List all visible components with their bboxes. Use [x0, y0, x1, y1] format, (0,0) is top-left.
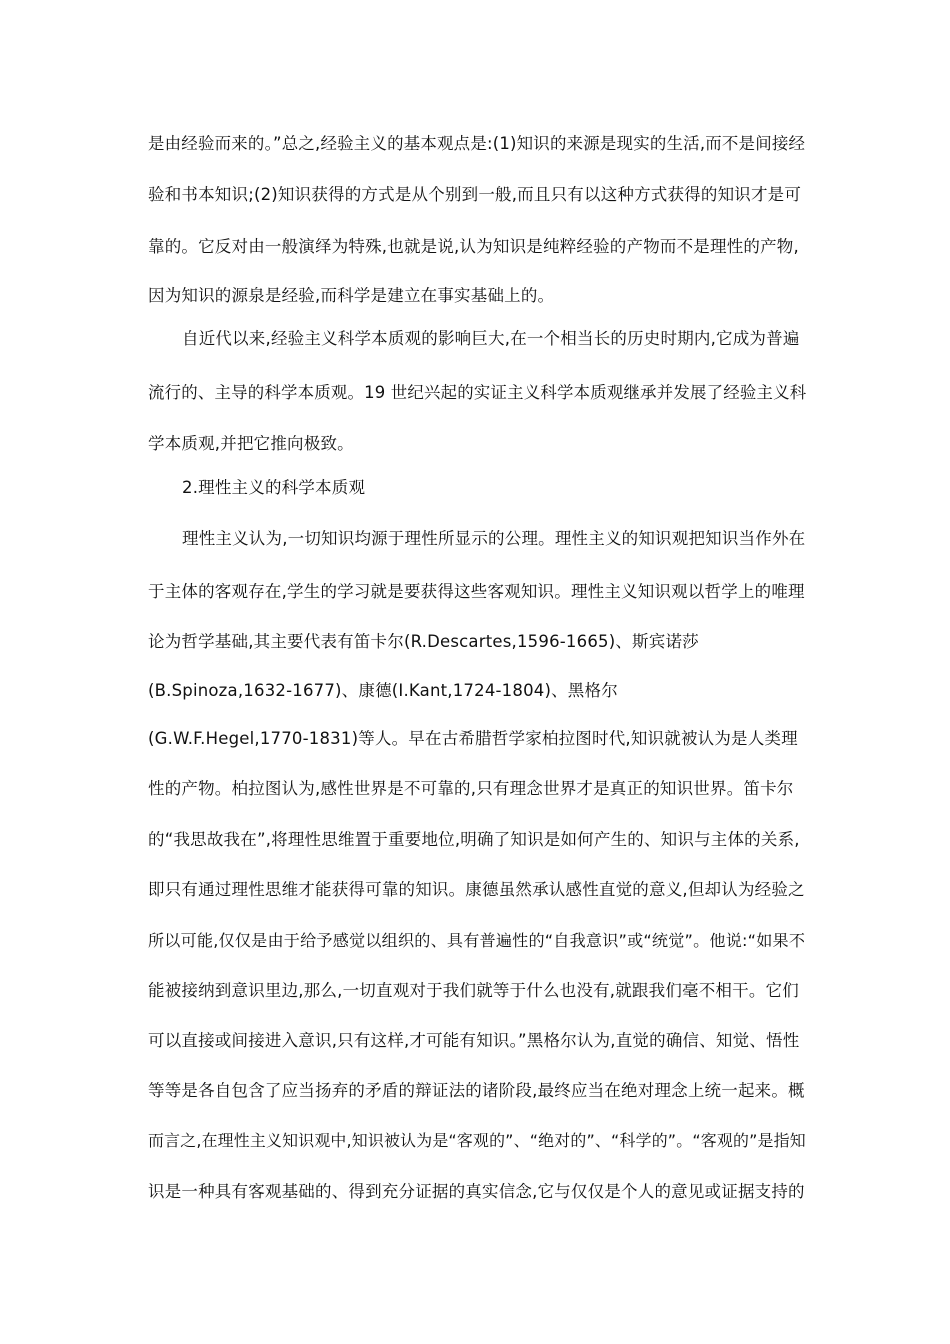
text-line: 识是一种具有客观基础的、得到充分证据的真实信念,它与仅仅是个人的意见或证据支持的 — [148, 1182, 805, 1201]
text-line: 即只有通过理性思维才能获得可靠的知识。康德虽然承认感性直觉的意义,但却认为经验之 — [148, 880, 805, 899]
text-line: 因为知识的源泉是经验,而科学是建立在事实基础上的。 — [148, 286, 555, 305]
text-line: 流行的、主导的科学本质观。19 世纪兴起的实证主义科学本质观继承并发展了经验主义科 — [148, 383, 807, 402]
text-line: 能被接纳到意识里边,那么,一切直观对于我们就等于什么也没有,就跟我们毫不相干。它们 — [148, 981, 799, 1000]
text-line: 学本质观,并把它推向极致。 — [148, 434, 354, 453]
text-line: 靠的。它反对由一般演绎为特殊,也就是说,认为知识是纯粹经验的产物而不是理性的产物, — [148, 237, 799, 256]
text-line: 可以直接或间接进入意识,只有这样,才可能有知识。”黑格尔认为,直觉的确信、知觉、悟性 — [148, 1031, 800, 1050]
text-line: (G.W.F.Hegel,1770-1831)等人。早在古希腊哲学家柏拉图时代,知识就被认为是人类理 — [148, 729, 798, 748]
text-line: 而言之,在理性主义知识观中,知识被认为是“客观的”、“绝对的”、“科学的”。“客观的”是指知 — [148, 1131, 806, 1150]
text-line: 的“我思故我在”,将理性思维置于重要地位,明确了知识是如何产生的、知识与主体的关系, — [148, 830, 800, 849]
text-line: 论为哲学基础,其主要代表有笛卡尔(R.Descartes,1596-1665)、斯宾诺莎 — [148, 632, 699, 651]
paragraph-start-line: 理性主义认为,一切知识均源于理性所显示的公理。理性主义的知识观把知识当作外在 — [182, 529, 806, 548]
text-line: 于主体的客观存在,学生的学习就是要获得这些客观知识。理性主义知识观以哲学上的唯理 — [148, 582, 805, 601]
text-line: 验和书本知识;(2)知识获得的方式是从个别到一般,而且只有以这种方式获得的知识才是可 — [148, 185, 802, 204]
paragraph-start-line: 自近代以来,经验主义科学本质观的影响巨大,在一个相当长的历史时期内,它成为普遍 — [182, 329, 800, 348]
text-line: 所以可能,仅仅是由于给予感觉以组织的、具有普遍性的“自我意识”或“统觉”。他说:“如果不 — [148, 931, 806, 950]
text-line: 是由经验而来的。”总之,经验主义的基本观点是:(1)知识的来源是现实的生活,而不是间接经 — [148, 134, 806, 153]
section-heading: 2.理性主义的科学本质观 — [182, 478, 366, 497]
text-line: 等等是各自包含了应当扬弃的矛盾的辩证法的诸阶段,最终应当在绝对理念上统一起来。概 — [148, 1081, 805, 1100]
text-line: (B.Spinoza,1632-1677)、康德(I.Kant,1724-1804)、黑格尔 — [148, 681, 618, 700]
text-line: 性的产物。柏拉图认为,感性世界是不可靠的,只有理念世界才是真正的知识世界。笛卡尔 — [148, 779, 794, 798]
